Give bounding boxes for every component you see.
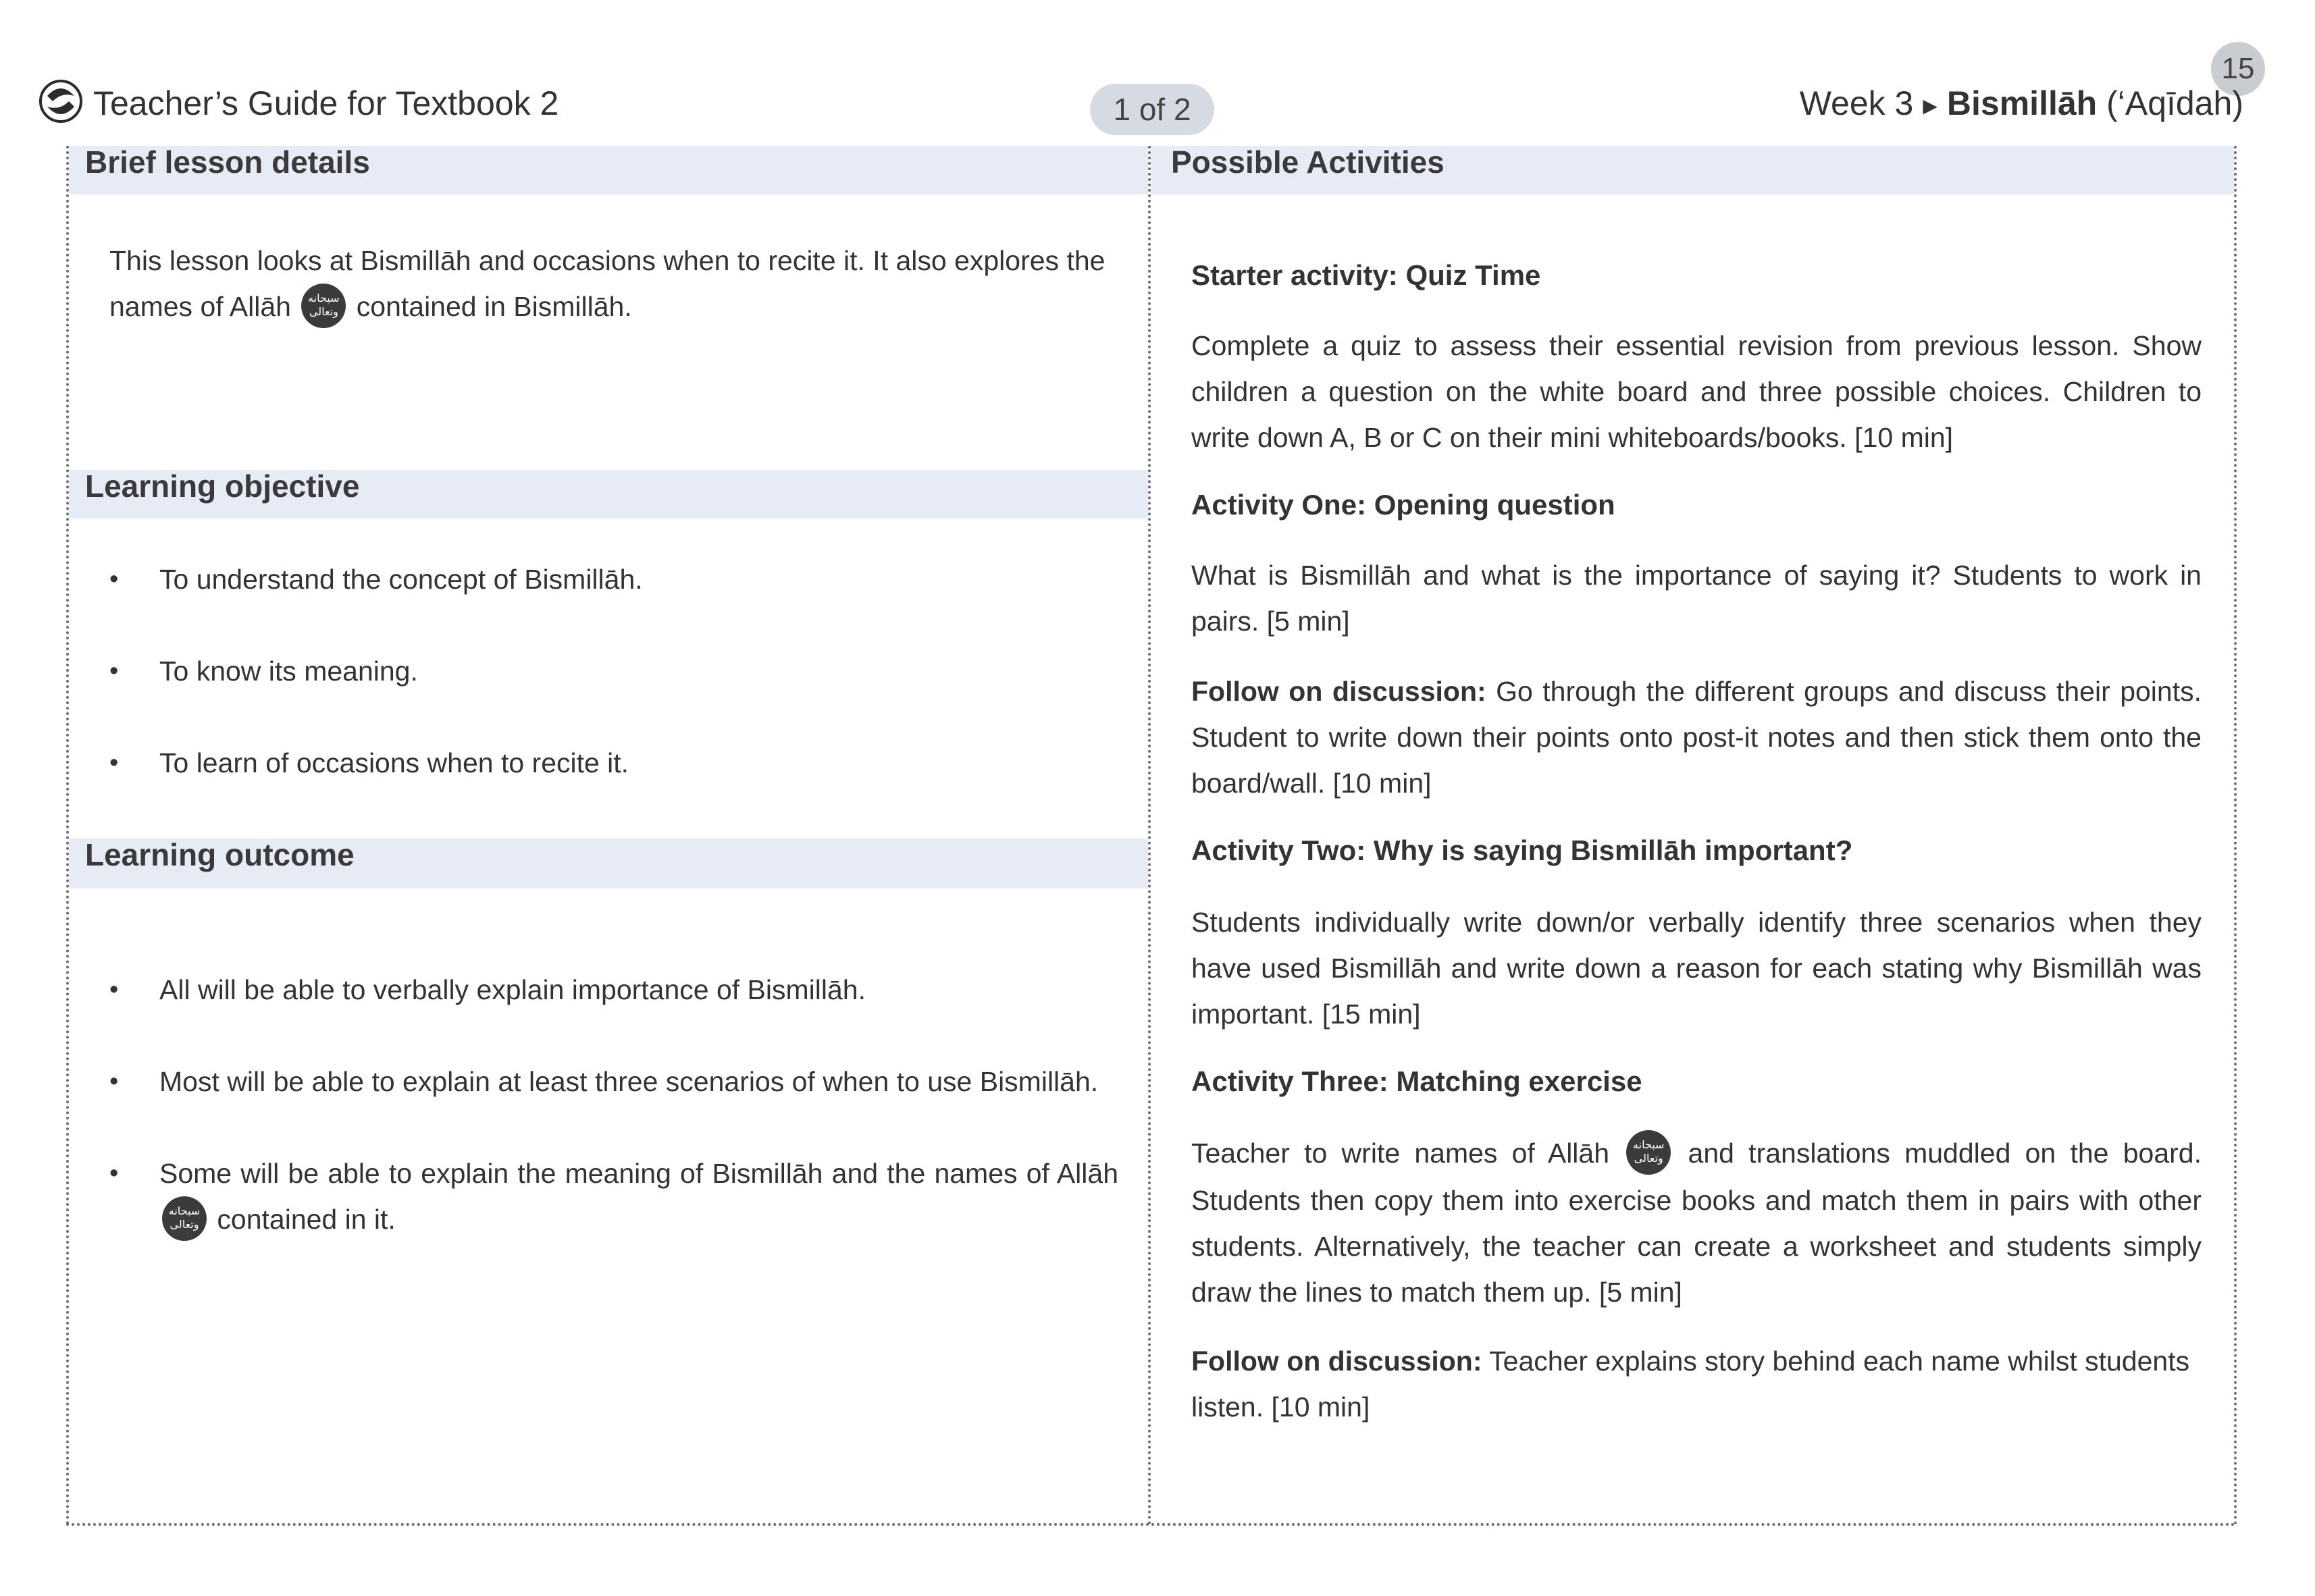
outcome-item: Some will be able to explain the meaning of Bismillāh and the names of Allāh سبحانه وتعالى contained in it. [159,1150,1118,1244]
book-title: Teacher’s Guide for Textbook 2 [93,84,559,122]
page-indicator[interactable]: 1 of 2 [1090,84,1214,135]
bullet-icon: • [109,749,119,777]
bullet-icon: • [109,1159,119,1188]
allah-honorific-icon: سبحانه وتعالى [1626,1130,1671,1175]
triangle-right-icon: ▶ [1923,95,1937,117]
activity-one-text: What is Bismillāh and what is the importance of saying it? Students to work in pairs. [5 min] [1191,560,2202,637]
allah-honorific-icon: سبحانه وتعالى [162,1196,207,1241]
bullet-icon: • [109,657,119,685]
subject-label: (‘Aqīdah) [2106,84,2243,122]
follow-on-discussion-2: Follow on discussion: Teacher explains story behind each name whilst students listen. [10 min] [1191,1346,2190,1422]
starter-activity-title: Starter activity: Quiz Time [1191,259,1541,291]
column-divider [1148,146,1151,1526]
bullet-icon: • [109,565,119,593]
starter-activity-text: Complete a quiz to assess their essential revision from previous lesson. Show children a question on the white board and three possible choices. Children to write down A, B or C on their mini whiteboards/books. [10 min] [1191,330,2202,453]
brief-lesson-text: This lesson looks at Bismillāh and occasions when to recite it. It also explores the names of Allāh سبحانه وتعالى contained in Bismillāh. [109,238,1122,331]
follow-on-discussion-1: Follow on discussion: Go through the different groups and discuss their points. Student to write down their points onto post-it notes and then stick them onto the board/wall. [10 min] [1191,676,2202,799]
topic-label: Bismillāh [1946,84,2098,122]
publisher-logo-icon [38,78,84,124]
bullet-icon: • [109,976,119,1004]
activity-three-title: Activity Three: Matching exercise [1191,1065,1642,1097]
objective-item: To understand the concept of Bismillāh. [159,564,643,595]
allah-honorific-icon: سبحانه وتعالى [301,284,346,328]
bullet-icon: • [109,1067,119,1096]
brief-lesson-heading: Brief lesson details [69,146,1148,194]
outcome-item: All will be able to verbally explain importance of Bismillāh. [159,974,866,1005]
objective-item: To learn of occasions when to recite it. [159,747,629,778]
page-number: 15 [2211,42,2265,96]
objective-item: To know its meaning. [159,656,418,687]
learning-outcome-heading: Learning outcome [69,839,1148,888]
possible-activities-heading: Possible Activities [1151,146,2234,194]
week-breadcrumb [1800,84,2243,123]
activity-one-title: Activity One: Opening question [1191,489,1615,521]
outcome-item: Most will be able to explain at least three scenarios of when to use Bismillāh. [159,1066,1099,1097]
week-label: Week 3 [1799,84,1914,122]
learning-objective-heading: Learning objective [69,470,1148,518]
activity-two-text: Students individually write down/or verbally identify three scenarios when they have used Bismillāh and write down a reason for each stating why Bismillāh was important. [15 min] [1191,907,2202,1030]
activity-two-title: Activity Two: Why is saying Bismillāh important? [1191,834,1853,866]
activity-three-text: Teacher to write names of Allāh سبحانه وتعالى and translations muddled on the board. Students then copy them into exercise books and match them in pairs with other students. Alternatively, the teacher can create a worksheet and students simply draw the lines to match them up. [5 min] [1191,1130,2202,1315]
